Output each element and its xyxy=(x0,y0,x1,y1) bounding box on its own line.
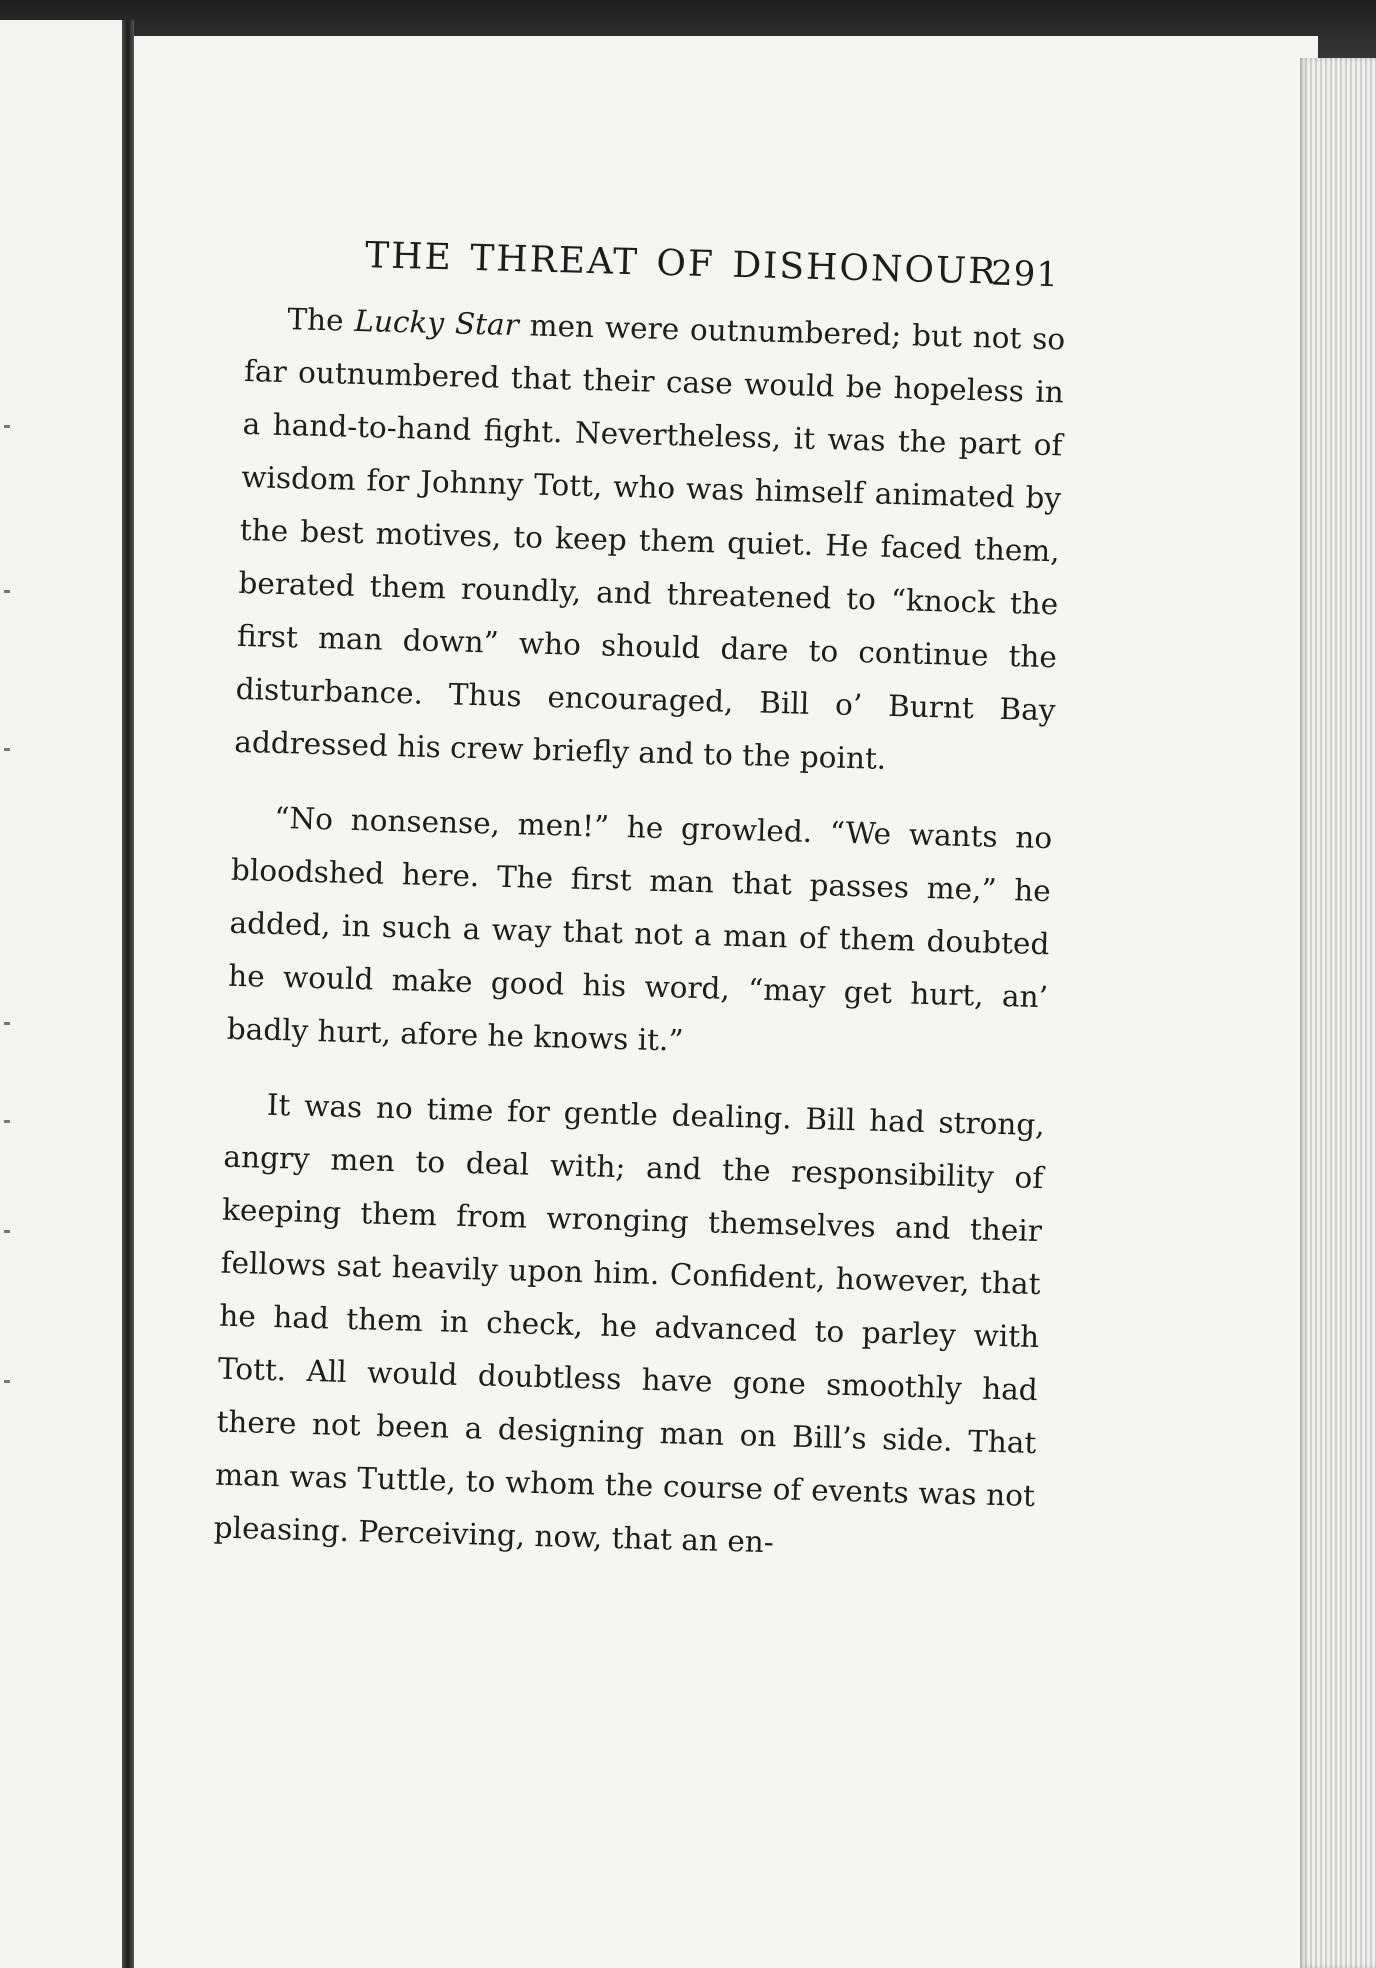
facing-page-edge xyxy=(0,20,130,1968)
page-number: 291 xyxy=(990,253,1060,296)
paragraph-1-rest: men were outnumbered; but not so far outnumbered that their case would be hopeless in a hand-to-hand fight. Nevertheless, it was the part of wisdom for Johnny Tott, who was himself animated by the best motives, to keep them quiet. He faced them, berated them roundly, and threatened to “knock the first man down” who should dare to continue the disturbance. Thus encouraged, Bill o’ Burnt Bay addressed his crew briefly and to the point. xyxy=(233,308,1066,776)
paragraph-1-lead: The xyxy=(287,302,355,338)
ship-name: Lucky Star xyxy=(354,303,520,343)
book-spine-gutter xyxy=(122,20,134,1968)
page-edges xyxy=(1300,58,1376,1968)
page-text-block xyxy=(213,222,1068,1576)
paragraph-2: “No nonsense, men!” he growled. “We wants no bloodshed here. The first man that passes me,” he added, in such a way that not a man of them doubted he would make good his word, “may get hurt, an’ badly hurt, afore he knows it.” xyxy=(226,800,1053,1058)
paragraph-1 xyxy=(234,292,1066,790)
running-title: THE THREAT OF DISHONOUR xyxy=(364,235,998,293)
paragraph-3: It was no time for gentle dealing. Bill had strong, angry men to deal with; and the responsibility of keeping them from wronging themselves and their fellows sat heavily upon him. Confident, however, that he had them in check, he advanced to parley with Tott. All would doubtless have gone smoothly had there not been a designing man on Bill’s side. That man was Tuttle, to whom the course of events was not pleasing. Perceiving, now, that an en- xyxy=(213,1087,1046,1560)
